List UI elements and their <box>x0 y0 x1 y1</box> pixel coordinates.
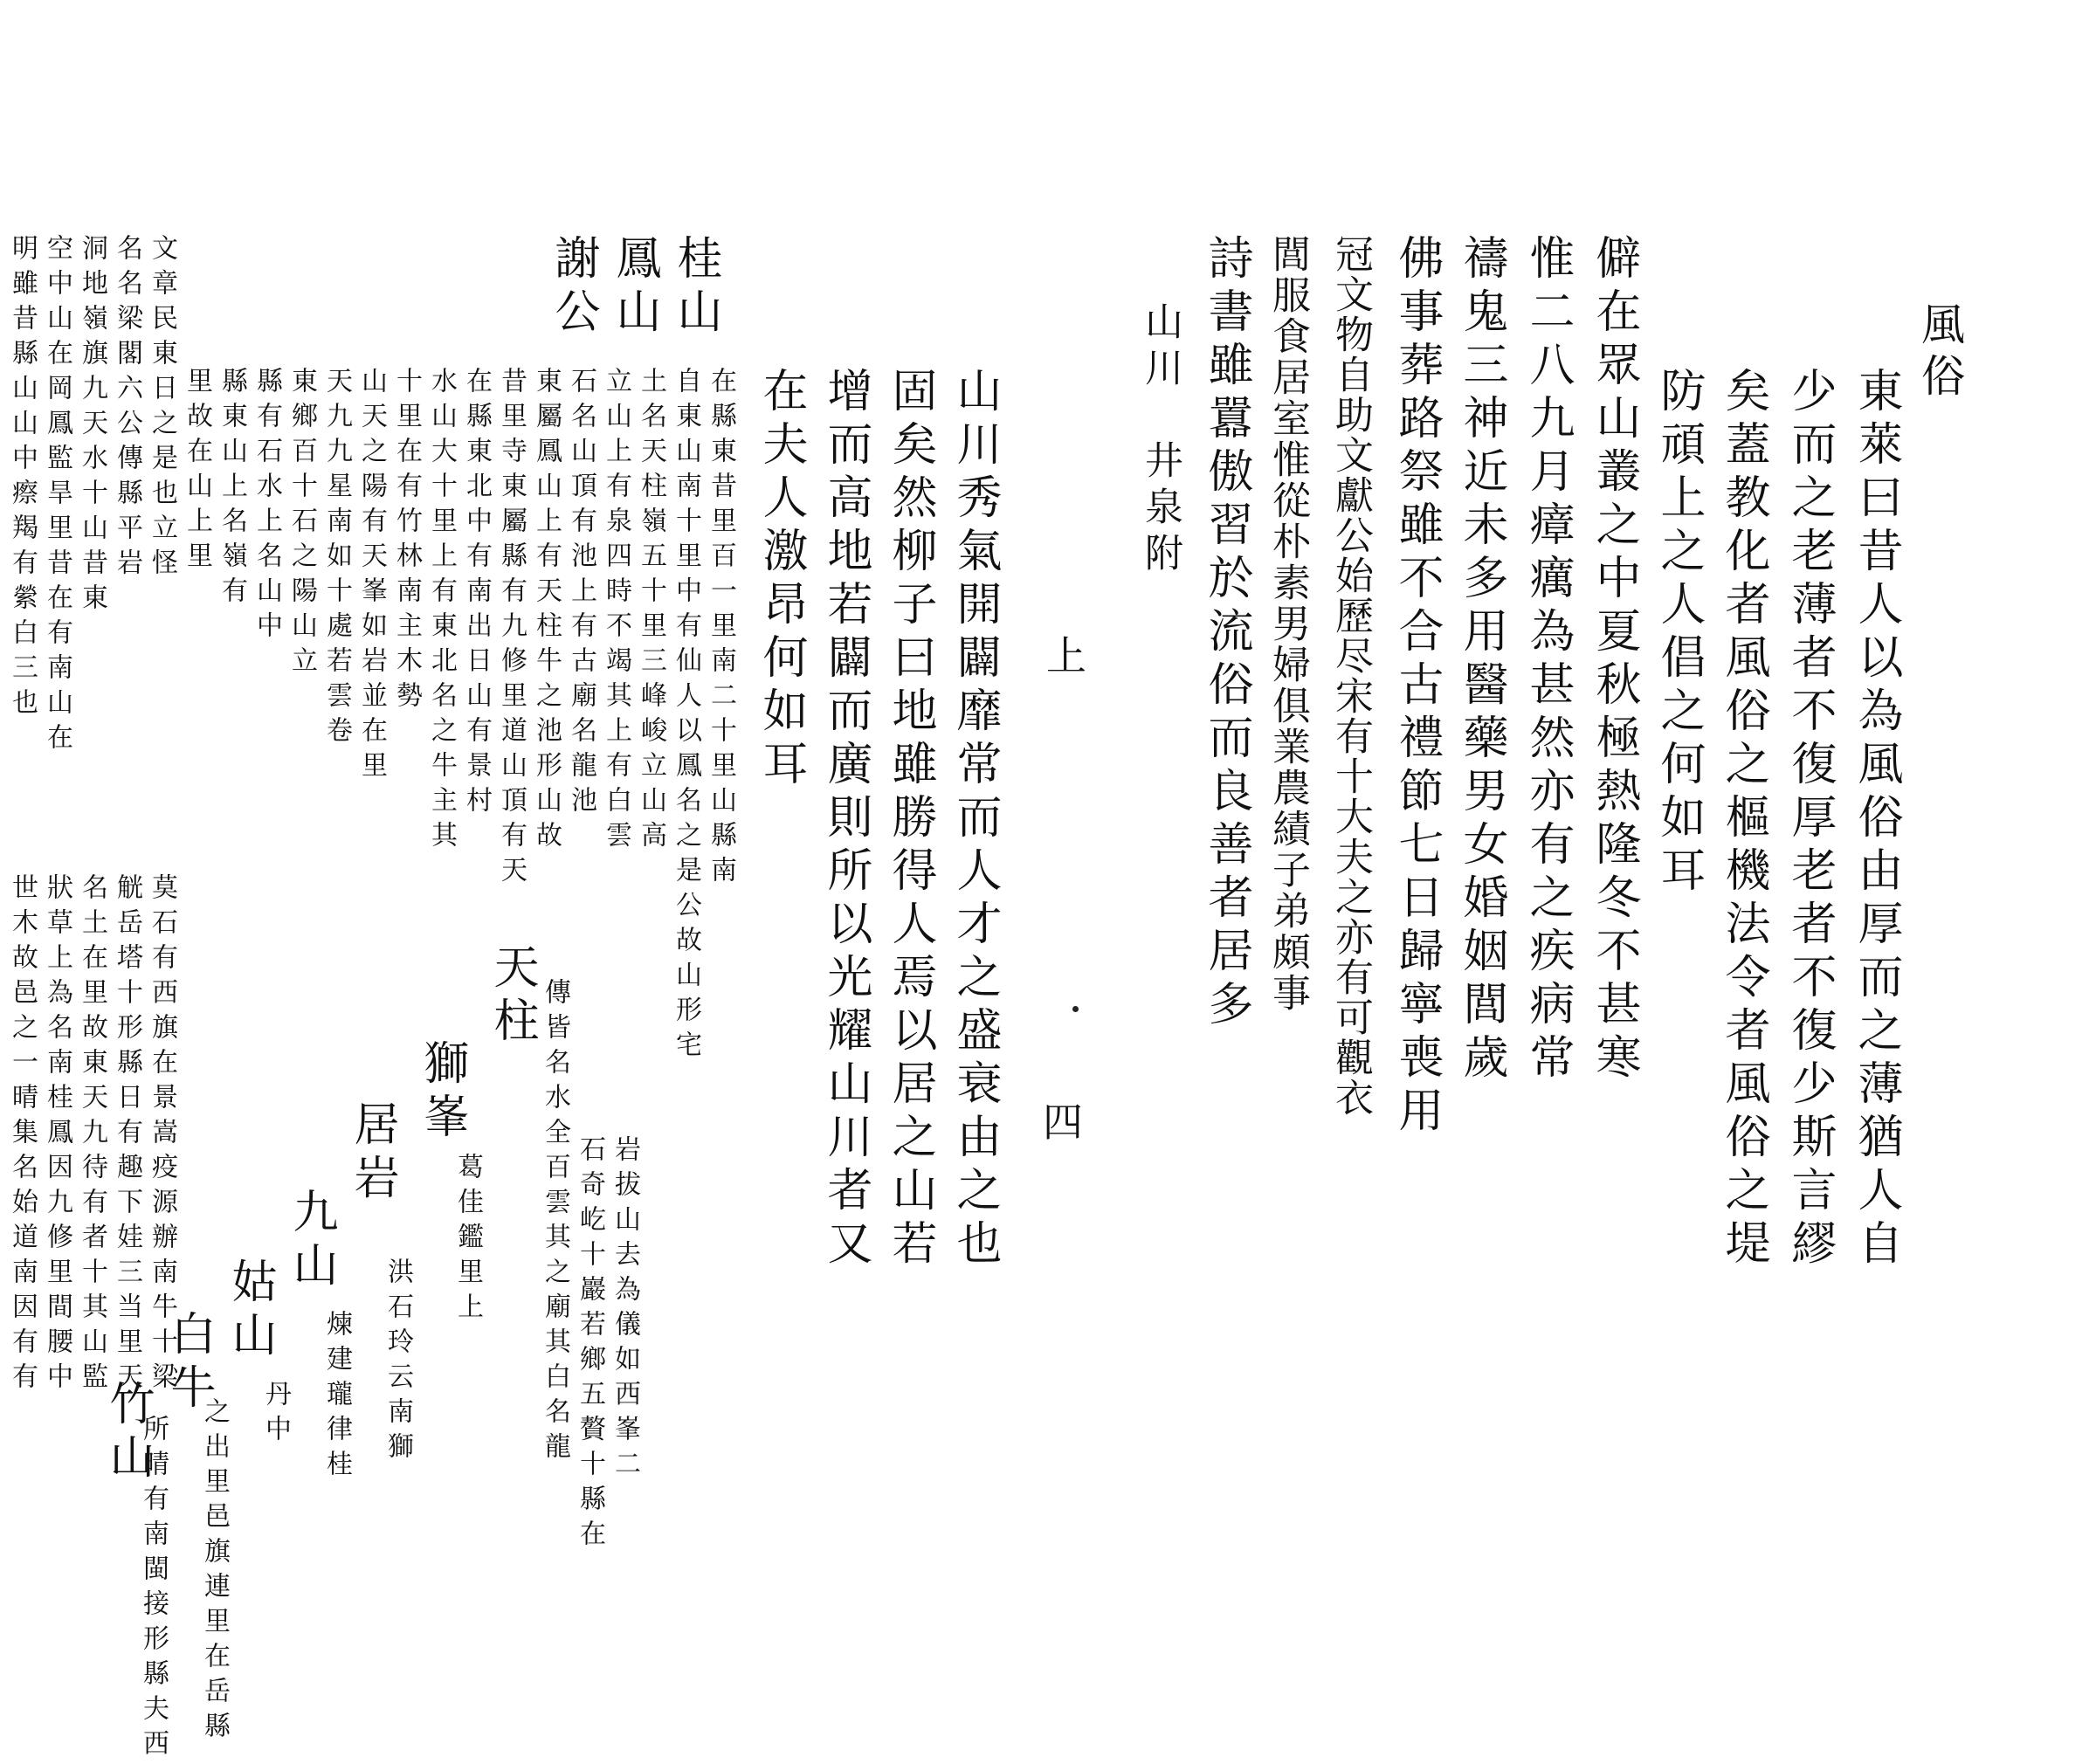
gutter-dot <box>1072 1006 1079 1012</box>
annotation-column: 煉建瓏律桂 <box>321 1310 352 1485</box>
text-column: 閭服食居室惟從朴素男婦俱業農績子弟頗事 <box>1265 234 1310 1014</box>
entry-headword: 天柱 <box>486 943 538 1050</box>
annotation-column: 在縣東昔里百一里南二十里山縣南 <box>706 367 736 891</box>
annotation-column: 狀草上為名南桂鳳因九修里間腰中 <box>42 873 72 1397</box>
text-column: 少而之老薄者不復厚老者不復少斯言繆 <box>1783 367 1836 1272</box>
entry-headword: 獅峯 <box>416 1039 468 1146</box>
entry-headword: 桂山 <box>669 234 721 341</box>
annotation-column: 昔里寺東屬縣有九修里道山頂有天 <box>496 367 527 891</box>
section-heading-fengsu: 風俗 <box>1914 301 1965 404</box>
annotation-column: 石奇屹十巖若鄉五贅十縣在 <box>575 1135 605 1554</box>
annotation-column: 空中山在岡鳳監旱里昔在有南山在 <box>42 234 72 758</box>
text-column: 固矣然柳子曰地雖勝得人焉以居之山若 <box>884 367 936 1272</box>
annotation-column: 所晴有南閩接形縣夫西 <box>138 1415 169 1764</box>
annotation-column: 葛佳鑑里上 <box>452 1153 483 1327</box>
text-column: 佛事葬路祭雖不合古禮節七日歸寧喪用 <box>1390 234 1443 1140</box>
annotation-column: 傳皆名水全百雲其之廟其白名龍 <box>540 978 570 1467</box>
entry-headword: 竹山 <box>101 1380 154 1486</box>
annotation-column: 名名梁閣六公傳縣平岩 <box>112 234 142 583</box>
text-column: 詩書雖囂傲習於流俗而良善者居多 <box>1200 234 1252 1033</box>
annotation-column: 之出里邑旗連里在岳縣 <box>199 1397 230 1747</box>
annotation-column: 洞地嶺旗九天水十山昔東 <box>77 234 107 618</box>
annotation-column: 在縣東北中有南出日山有景村 <box>461 367 492 821</box>
entry-headword: 居岩 <box>346 1100 398 1207</box>
text-column: 防頑上之人倡之何如耳 <box>1652 367 1705 899</box>
annotation-column: 水山大十里上有東北名之牛主其 <box>426 367 457 856</box>
annotation-column: 東鄉百十石之陽山立 <box>286 367 317 681</box>
text-column: 山川秀氣開闢靡常而人才之盛衰由之也 <box>948 367 1001 1272</box>
entry-headword: 姑山 <box>224 1258 276 1364</box>
annotation-column: 丹中 <box>260 1380 291 1450</box>
entry-headword: 鳳山 <box>608 234 660 341</box>
text-column: 僻在眾山叢之中夏秋極熱隆冬不甚寒 <box>1588 234 1640 1086</box>
annotation-column: 明雖昔縣山山中瘵羯有縈白三也 <box>7 234 38 723</box>
volume-marker: 上 <box>1046 632 1086 679</box>
annotation-column: 天九九星南如十處若雲卷 <box>321 367 352 751</box>
annotation-column: 文章民東日之是也立怪 <box>147 234 177 583</box>
annotation-column: 里故在山上里 <box>182 367 212 576</box>
annotation-column: 立山上有泉四時不竭其上有白雲 <box>601 367 631 856</box>
annotation-column: 莫石有西旗在景嵩疫源辦南牛十梁 <box>147 873 177 1397</box>
text-column: 東萊曰昔人以為風俗由厚而之薄猶人自 <box>1850 367 1902 1272</box>
text-column: 禱鬼三神近未多用醫藥男女婚姻閭歲 <box>1455 234 1507 1086</box>
entry-headword: 九山 <box>285 1188 337 1294</box>
text-column: 惟二八九月瘴癘為甚然亦有之疾病常 <box>1521 234 1574 1086</box>
text-column: 冠文物自助文獻公始歷尽宋有十大夫之亦有可觀衣 <box>1328 234 1373 1118</box>
annotation-column: 土名天柱嶺五十里三峰峻立山高 <box>636 367 666 856</box>
annotation-column: 東屬鳳山上有天柱牛之池形山故 <box>531 367 562 856</box>
annotation-column: 名土在里故東天九待有者十其山監 <box>77 873 107 1397</box>
entry-headword: 謝公 <box>547 234 599 341</box>
annotation-column: 十里在有竹林南主木勢 <box>391 367 422 716</box>
annotation-column: 觥岳塔十形縣日有趣下娃三当里天 <box>112 873 142 1397</box>
annotation-column: 縣東山上名嶺有 <box>217 367 247 611</box>
annotation-column: 石名山頂有池上有古廟名龍池 <box>566 367 596 821</box>
text-column: 在夫人激昂何如耳 <box>755 367 807 793</box>
page-number: 四 <box>1043 1099 1083 1146</box>
text-column: 矣蓋教化者風俗之樞機法令者風俗之堤 <box>1717 367 1769 1272</box>
annotation-column: 世木故邑之一晴集名始道南因有有 <box>7 873 38 1397</box>
section-heading-shanchuan: 山川 井泉附 <box>1138 301 1182 579</box>
entry-headword: 白牛 <box>162 1310 215 1416</box>
annotation-column: 岩拔山去為儀如西峯二 <box>610 1135 640 1485</box>
annotation-column: 縣有石水上名山中 <box>252 367 282 646</box>
annotation-column: 自東山南十里中有仙人以鳳名之是公故山形宅 <box>671 367 701 1065</box>
text-column: 增而高地若闢而廣則所以光耀山川者又 <box>819 367 872 1272</box>
annotation-column: 山天之陽有天峯如岩並在里 <box>356 367 387 786</box>
annotation-column: 洪石玲云南獅 <box>383 1258 413 1467</box>
